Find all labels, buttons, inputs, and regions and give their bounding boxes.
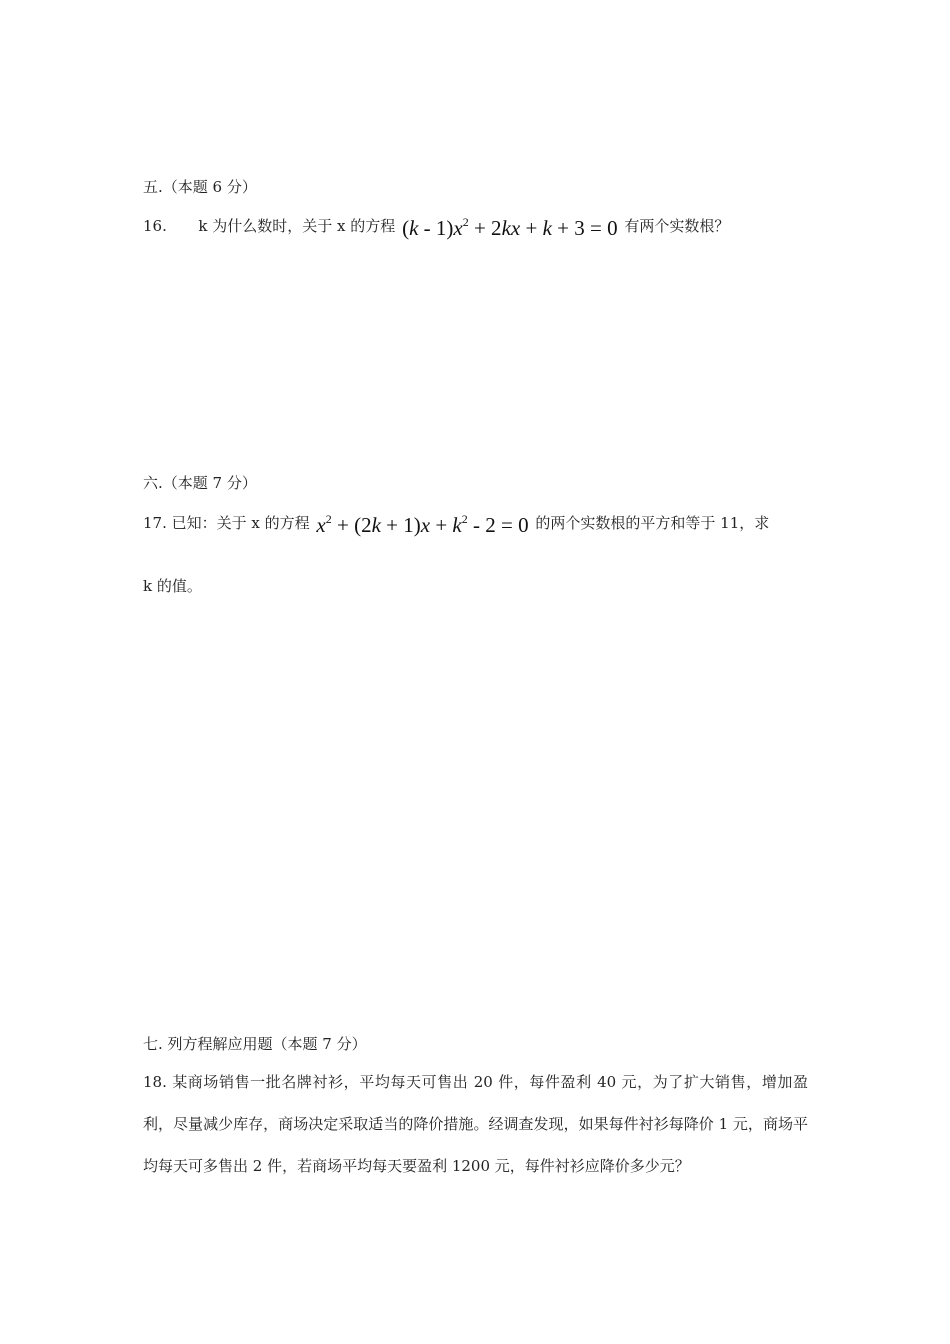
question-16-number: 16.: [143, 217, 167, 235]
section-5-heading: 五.（本题 6 分）: [143, 178, 257, 196]
question-16: [143, 216, 729, 238]
question-17-text-before: 17. 已知：关于 x 的方程: [143, 514, 310, 532]
section-7-heading: 七. 列方程解应用题（本题 7 分）: [143, 1035, 367, 1053]
equation-17: $x^2 + (2k + 1)x + k^2 - 2 = 0$: [316, 512, 529, 537]
question-17: [143, 513, 769, 535]
section-6-heading: 六.（本题 7 分）: [143, 474, 257, 492]
question-17-line-2: k 的值。: [143, 577, 202, 595]
question-17-text-after: 的两个实数根的平方和等于 11，求: [535, 514, 770, 532]
question-18: 18. 某商场销售一批名牌衬衫，平均每天可售出 20 件，每件盈利 40 元，为了扩大销售，增加盈利，尽量减少库存，商场决定采取适当的降价措施。经调查发现，如果每件衬衫每降价 1 元，商场平均每天可多售出 2 件，若商场平均每天要盈利 1200 元，每件衬衫应降价多少元？: [143, 1073, 808, 1175]
question-16-text-after: 有两个实数根？: [624, 217, 730, 235]
question-16-text-before: k 为什么数时，关于 x 的方程: [198, 217, 396, 235]
equation-16: $(k - 1)x^2 + 2kx + k + 3 = 0$: [402, 215, 618, 240]
